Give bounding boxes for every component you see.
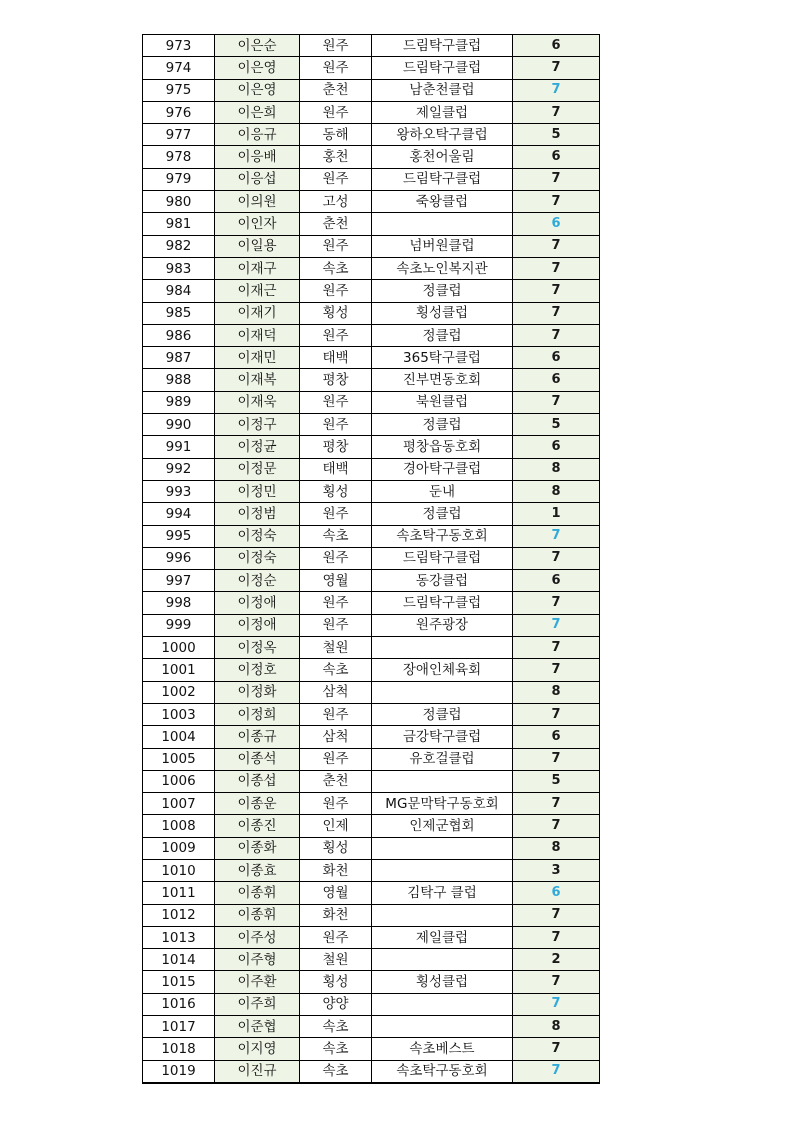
member-name-cell: 이정애 bbox=[215, 592, 300, 614]
table-row bbox=[143, 904, 600, 926]
member-name-cell: 이정민 bbox=[215, 480, 300, 502]
club-cell: 드림탁구클럽 bbox=[372, 168, 513, 190]
member-name-cell: 이은희 bbox=[215, 101, 300, 123]
row-number-cell: 1015 bbox=[143, 971, 215, 993]
region-cell: 속초 bbox=[300, 1038, 372, 1060]
club-cell: 김탁구 클럽 bbox=[372, 882, 513, 904]
region-cell: 원주 bbox=[300, 926, 372, 948]
grade-cell: 7 bbox=[513, 703, 600, 725]
row-number-cell: 989 bbox=[143, 391, 215, 413]
region-cell: 태백 bbox=[300, 458, 372, 480]
member-name-cell: 이재기 bbox=[215, 302, 300, 324]
table-row bbox=[143, 926, 600, 948]
club-cell bbox=[372, 993, 513, 1015]
region-cell: 횡성 bbox=[300, 837, 372, 859]
club-cell: 장애인체육회 bbox=[372, 659, 513, 681]
club-cell: 365탁구클럽 bbox=[372, 347, 513, 369]
club-cell: 경아탁구클럽 bbox=[372, 458, 513, 480]
row-number-cell: 1000 bbox=[143, 637, 215, 659]
grade-cell: 8 bbox=[513, 480, 600, 502]
member-name-cell: 이주희 bbox=[215, 993, 300, 1015]
region-cell: 횡성 bbox=[300, 480, 372, 502]
region-cell: 평창 bbox=[300, 369, 372, 391]
region-cell: 철원 bbox=[300, 637, 372, 659]
club-cell: 왕하오탁구클럽 bbox=[372, 124, 513, 146]
region-cell: 춘천 bbox=[300, 79, 372, 101]
region-cell: 속초 bbox=[300, 659, 372, 681]
club-cell: 진부면동호회 bbox=[372, 369, 513, 391]
club-cell: 인제군협회 bbox=[372, 815, 513, 837]
grade-cell: 7 bbox=[513, 280, 600, 302]
row-number-cell: 981 bbox=[143, 213, 215, 235]
member-name-cell: 이재복 bbox=[215, 369, 300, 391]
region-cell: 홍천 bbox=[300, 146, 372, 168]
member-name-cell: 이주성 bbox=[215, 926, 300, 948]
region-cell: 원주 bbox=[300, 748, 372, 770]
grade-cell: 7 bbox=[513, 79, 600, 101]
row-number-cell: 974 bbox=[143, 57, 215, 79]
region-cell: 속초 bbox=[300, 1060, 372, 1083]
table-row bbox=[143, 101, 600, 123]
region-cell: 원주 bbox=[300, 57, 372, 79]
row-number-cell: 977 bbox=[143, 124, 215, 146]
club-cell: 남춘천클럽 bbox=[372, 79, 513, 101]
member-name-cell: 이정옥 bbox=[215, 637, 300, 659]
grade-cell: 5 bbox=[513, 770, 600, 792]
region-cell: 원주 bbox=[300, 35, 372, 57]
row-number-cell: 975 bbox=[143, 79, 215, 101]
row-number-cell: 986 bbox=[143, 324, 215, 346]
table-row bbox=[143, 391, 600, 413]
member-name-cell: 이은순 bbox=[215, 35, 300, 57]
region-cell: 원주 bbox=[300, 101, 372, 123]
row-number-cell: 999 bbox=[143, 614, 215, 636]
grade-cell: 7 bbox=[513, 547, 600, 569]
club-cell: 홍천어울림 bbox=[372, 146, 513, 168]
club-cell: 속초베스트 bbox=[372, 1038, 513, 1060]
region-cell: 원주 bbox=[300, 280, 372, 302]
table-row bbox=[143, 458, 600, 480]
row-number-cell: 1002 bbox=[143, 681, 215, 703]
row-number-cell: 1008 bbox=[143, 815, 215, 837]
grade-cell: 3 bbox=[513, 859, 600, 881]
table-row bbox=[143, 436, 600, 458]
table-row bbox=[143, 57, 600, 79]
region-cell: 화천 bbox=[300, 859, 372, 881]
row-number-cell: 1006 bbox=[143, 770, 215, 792]
row-number-cell: 995 bbox=[143, 525, 215, 547]
club-cell bbox=[372, 859, 513, 881]
member-name-cell: 이종섭 bbox=[215, 770, 300, 792]
member-name-cell: 이진규 bbox=[215, 1060, 300, 1083]
region-cell: 원주 bbox=[300, 547, 372, 569]
member-name-cell: 이재민 bbox=[215, 347, 300, 369]
club-cell: 드림탁구클럽 bbox=[372, 547, 513, 569]
club-cell: 정클럽 bbox=[372, 414, 513, 436]
table-row bbox=[143, 815, 600, 837]
table-row bbox=[143, 347, 600, 369]
member-name-cell: 이은영 bbox=[215, 57, 300, 79]
member-name-cell: 이인자 bbox=[215, 213, 300, 235]
row-number-cell: 990 bbox=[143, 414, 215, 436]
table-row bbox=[143, 414, 600, 436]
table-row bbox=[143, 659, 600, 681]
club-cell bbox=[372, 837, 513, 859]
region-cell: 춘천 bbox=[300, 770, 372, 792]
member-name-cell: 이준협 bbox=[215, 1016, 300, 1038]
member-name-cell: 이일용 bbox=[215, 235, 300, 257]
club-cell: 북원클럽 bbox=[372, 391, 513, 413]
member-name-cell: 이정범 bbox=[215, 503, 300, 525]
table-row bbox=[143, 480, 600, 502]
member-name-cell: 이응섭 bbox=[215, 168, 300, 190]
grade-cell: 8 bbox=[513, 1016, 600, 1038]
row-number-cell: 1005 bbox=[143, 748, 215, 770]
region-cell: 원주 bbox=[300, 592, 372, 614]
table-row bbox=[143, 1016, 600, 1038]
member-name-cell: 이종휘 bbox=[215, 882, 300, 904]
member-table bbox=[142, 34, 600, 1084]
member-name-cell: 이종진 bbox=[215, 815, 300, 837]
row-number-cell: 994 bbox=[143, 503, 215, 525]
table-row bbox=[143, 882, 600, 904]
member-name-cell: 이정호 bbox=[215, 659, 300, 681]
row-number-cell: 993 bbox=[143, 480, 215, 502]
club-cell: 제일클럽 bbox=[372, 926, 513, 948]
grade-cell: 7 bbox=[513, 659, 600, 681]
member-name-cell: 이재욱 bbox=[215, 391, 300, 413]
grade-cell: 7 bbox=[513, 793, 600, 815]
grade-cell: 7 bbox=[513, 614, 600, 636]
grade-cell: 7 bbox=[513, 971, 600, 993]
table-row bbox=[143, 324, 600, 346]
table-row bbox=[143, 614, 600, 636]
member-name-cell: 이주환 bbox=[215, 971, 300, 993]
row-number-cell: 1009 bbox=[143, 837, 215, 859]
row-number-cell: 1003 bbox=[143, 703, 215, 725]
member-name-cell: 이종화 bbox=[215, 837, 300, 859]
row-number-cell: 979 bbox=[143, 168, 215, 190]
member-name-cell: 이재근 bbox=[215, 280, 300, 302]
club-cell bbox=[372, 1016, 513, 1038]
club-cell: 속초노인복지관 bbox=[372, 257, 513, 279]
row-number-cell: 1018 bbox=[143, 1038, 215, 1060]
table-row bbox=[143, 681, 600, 703]
region-cell: 평창 bbox=[300, 436, 372, 458]
region-cell: 원주 bbox=[300, 614, 372, 636]
region-cell: 원주 bbox=[300, 168, 372, 190]
club-cell: 속초탁구동호회 bbox=[372, 1060, 513, 1083]
grade-cell: 7 bbox=[513, 257, 600, 279]
row-number-cell: 980 bbox=[143, 191, 215, 213]
region-cell: 고성 bbox=[300, 191, 372, 213]
member-name-cell: 이종휘 bbox=[215, 904, 300, 926]
region-cell: 횡성 bbox=[300, 302, 372, 324]
grade-cell: 6 bbox=[513, 570, 600, 592]
grade-cell: 7 bbox=[513, 191, 600, 213]
member-name-cell: 이정균 bbox=[215, 436, 300, 458]
grade-cell: 7 bbox=[513, 57, 600, 79]
member-name-cell: 이정문 bbox=[215, 458, 300, 480]
table-row bbox=[143, 124, 600, 146]
table-row bbox=[143, 146, 600, 168]
table-row bbox=[143, 1060, 600, 1083]
grade-cell: 6 bbox=[513, 146, 600, 168]
row-number-cell: 1001 bbox=[143, 659, 215, 681]
club-cell: 제일클럽 bbox=[372, 101, 513, 123]
club-cell: 정클럽 bbox=[372, 703, 513, 725]
club-cell: 횡성클럽 bbox=[372, 971, 513, 993]
table-row bbox=[143, 748, 600, 770]
row-number-cell: 996 bbox=[143, 547, 215, 569]
row-number-cell: 991 bbox=[143, 436, 215, 458]
club-cell bbox=[372, 213, 513, 235]
member-name-cell: 이의원 bbox=[215, 191, 300, 213]
row-number-cell: 987 bbox=[143, 347, 215, 369]
club-cell: MG문막탁구동호회 bbox=[372, 793, 513, 815]
member-name-cell: 이재구 bbox=[215, 257, 300, 279]
member-name-cell: 이종석 bbox=[215, 748, 300, 770]
grade-cell: 7 bbox=[513, 324, 600, 346]
club-cell bbox=[372, 949, 513, 971]
table-row bbox=[143, 793, 600, 815]
row-number-cell: 982 bbox=[143, 235, 215, 257]
table-row bbox=[143, 191, 600, 213]
grade-cell: 7 bbox=[513, 302, 600, 324]
row-number-cell: 973 bbox=[143, 35, 215, 57]
table-row bbox=[143, 235, 600, 257]
grade-cell: 7 bbox=[513, 391, 600, 413]
table-row bbox=[143, 859, 600, 881]
member-name-cell: 이정순 bbox=[215, 570, 300, 592]
table-row bbox=[143, 837, 600, 859]
row-number-cell: 1007 bbox=[143, 793, 215, 815]
region-cell: 원주 bbox=[300, 324, 372, 346]
region-cell: 속초 bbox=[300, 1016, 372, 1038]
club-cell bbox=[372, 770, 513, 792]
row-number-cell: 1011 bbox=[143, 882, 215, 904]
grade-cell: 7 bbox=[513, 637, 600, 659]
club-cell: 금강탁구클럽 bbox=[372, 726, 513, 748]
grade-cell: 7 bbox=[513, 993, 600, 1015]
grade-cell: 7 bbox=[513, 926, 600, 948]
region-cell: 영월 bbox=[300, 570, 372, 592]
grade-cell: 8 bbox=[513, 837, 600, 859]
club-cell: 넘버원클럽 bbox=[372, 235, 513, 257]
region-cell: 삼척 bbox=[300, 681, 372, 703]
table-row bbox=[143, 503, 600, 525]
grade-cell: 7 bbox=[513, 1060, 600, 1083]
region-cell: 춘천 bbox=[300, 213, 372, 235]
table-row bbox=[143, 993, 600, 1015]
table-row bbox=[143, 726, 600, 748]
grade-cell: 6 bbox=[513, 35, 600, 57]
table-row bbox=[143, 35, 600, 57]
row-number-cell: 1014 bbox=[143, 949, 215, 971]
row-number-cell: 988 bbox=[143, 369, 215, 391]
region-cell: 영월 bbox=[300, 882, 372, 904]
table-row bbox=[143, 570, 600, 592]
club-cell: 드림탁구클럽 bbox=[372, 592, 513, 614]
grade-cell: 7 bbox=[513, 1038, 600, 1060]
region-cell: 삼척 bbox=[300, 726, 372, 748]
table-row bbox=[143, 79, 600, 101]
region-cell: 횡성 bbox=[300, 971, 372, 993]
grade-cell: 7 bbox=[513, 168, 600, 190]
table-row bbox=[143, 525, 600, 547]
member-name-cell: 이은영 bbox=[215, 79, 300, 101]
grade-cell: 6 bbox=[513, 882, 600, 904]
row-number-cell: 1016 bbox=[143, 993, 215, 1015]
member-name-cell: 이정화 bbox=[215, 681, 300, 703]
grade-cell: 7 bbox=[513, 592, 600, 614]
region-cell: 원주 bbox=[300, 793, 372, 815]
row-number-cell: 1004 bbox=[143, 726, 215, 748]
region-cell: 동해 bbox=[300, 124, 372, 146]
table-row bbox=[143, 592, 600, 614]
member-table-body bbox=[143, 35, 600, 1083]
club-cell: 드림탁구클럽 bbox=[372, 57, 513, 79]
grade-cell: 8 bbox=[513, 458, 600, 480]
grade-cell: 7 bbox=[513, 748, 600, 770]
region-cell: 태백 bbox=[300, 347, 372, 369]
table-row bbox=[143, 168, 600, 190]
region-cell: 철원 bbox=[300, 949, 372, 971]
member-name-cell: 이정희 bbox=[215, 703, 300, 725]
row-number-cell: 992 bbox=[143, 458, 215, 480]
table-row bbox=[143, 770, 600, 792]
grade-cell: 1 bbox=[513, 503, 600, 525]
row-number-cell: 1017 bbox=[143, 1016, 215, 1038]
table-row bbox=[143, 1038, 600, 1060]
region-cell: 원주 bbox=[300, 503, 372, 525]
grade-cell: 7 bbox=[513, 235, 600, 257]
row-number-cell: 984 bbox=[143, 280, 215, 302]
table-row bbox=[143, 703, 600, 725]
row-number-cell: 1019 bbox=[143, 1060, 215, 1083]
member-name-cell: 이재덕 bbox=[215, 324, 300, 346]
table-row bbox=[143, 213, 600, 235]
grade-cell: 6 bbox=[513, 436, 600, 458]
club-cell: 유호걸클럽 bbox=[372, 748, 513, 770]
grade-cell: 7 bbox=[513, 904, 600, 926]
region-cell: 원주 bbox=[300, 703, 372, 725]
row-number-cell: 997 bbox=[143, 570, 215, 592]
grade-cell: 6 bbox=[513, 347, 600, 369]
table-row bbox=[143, 949, 600, 971]
member-name-cell: 이종규 bbox=[215, 726, 300, 748]
member-name-cell: 이정구 bbox=[215, 414, 300, 436]
member-name-cell: 이종운 bbox=[215, 793, 300, 815]
table-row bbox=[143, 637, 600, 659]
club-cell bbox=[372, 681, 513, 703]
table-row bbox=[143, 971, 600, 993]
club-cell: 원주광장 bbox=[372, 614, 513, 636]
row-number-cell: 1013 bbox=[143, 926, 215, 948]
club-cell: 드림탁구클럽 bbox=[372, 35, 513, 57]
member-name-cell: 이정숙 bbox=[215, 525, 300, 547]
club-cell: 죽왕클럽 bbox=[372, 191, 513, 213]
region-cell: 원주 bbox=[300, 391, 372, 413]
row-number-cell: 983 bbox=[143, 257, 215, 279]
table-row bbox=[143, 302, 600, 324]
region-cell: 인제 bbox=[300, 815, 372, 837]
grade-cell: 2 bbox=[513, 949, 600, 971]
grade-cell: 6 bbox=[513, 213, 600, 235]
region-cell: 속초 bbox=[300, 525, 372, 547]
grade-cell: 7 bbox=[513, 525, 600, 547]
grade-cell: 8 bbox=[513, 681, 600, 703]
region-cell: 속초 bbox=[300, 257, 372, 279]
row-number-cell: 1010 bbox=[143, 859, 215, 881]
member-name-cell: 이지영 bbox=[215, 1038, 300, 1060]
member-name-cell: 이종효 bbox=[215, 859, 300, 881]
table-row bbox=[143, 280, 600, 302]
club-cell: 정클럽 bbox=[372, 324, 513, 346]
grade-cell: 5 bbox=[513, 124, 600, 146]
row-number-cell: 985 bbox=[143, 302, 215, 324]
club-cell bbox=[372, 904, 513, 926]
member-name-cell: 이응규 bbox=[215, 124, 300, 146]
region-cell: 원주 bbox=[300, 235, 372, 257]
member-name-cell: 이주형 bbox=[215, 949, 300, 971]
member-name-cell: 이정숙 bbox=[215, 547, 300, 569]
club-cell: 동강클럽 bbox=[372, 570, 513, 592]
member-name-cell: 이정애 bbox=[215, 614, 300, 636]
grade-cell: 6 bbox=[513, 369, 600, 391]
row-number-cell: 1012 bbox=[143, 904, 215, 926]
row-number-cell: 978 bbox=[143, 146, 215, 168]
region-cell: 양양 bbox=[300, 993, 372, 1015]
table-row bbox=[143, 547, 600, 569]
table-row bbox=[143, 369, 600, 391]
row-number-cell: 976 bbox=[143, 101, 215, 123]
row-number-cell: 998 bbox=[143, 592, 215, 614]
club-cell: 평창읍동호회 bbox=[372, 436, 513, 458]
region-cell: 원주 bbox=[300, 414, 372, 436]
grade-cell: 7 bbox=[513, 101, 600, 123]
club-cell: 정클럽 bbox=[372, 280, 513, 302]
club-cell bbox=[372, 637, 513, 659]
member-name-cell: 이응배 bbox=[215, 146, 300, 168]
table-row bbox=[143, 257, 600, 279]
region-cell: 화천 bbox=[300, 904, 372, 926]
club-cell: 횡성클럽 bbox=[372, 302, 513, 324]
club-cell: 속초탁구동호회 bbox=[372, 525, 513, 547]
grade-cell: 6 bbox=[513, 726, 600, 748]
club-cell: 정클럽 bbox=[372, 503, 513, 525]
grade-cell: 7 bbox=[513, 815, 600, 837]
club-cell: 둔내 bbox=[372, 480, 513, 502]
grade-cell: 5 bbox=[513, 414, 600, 436]
